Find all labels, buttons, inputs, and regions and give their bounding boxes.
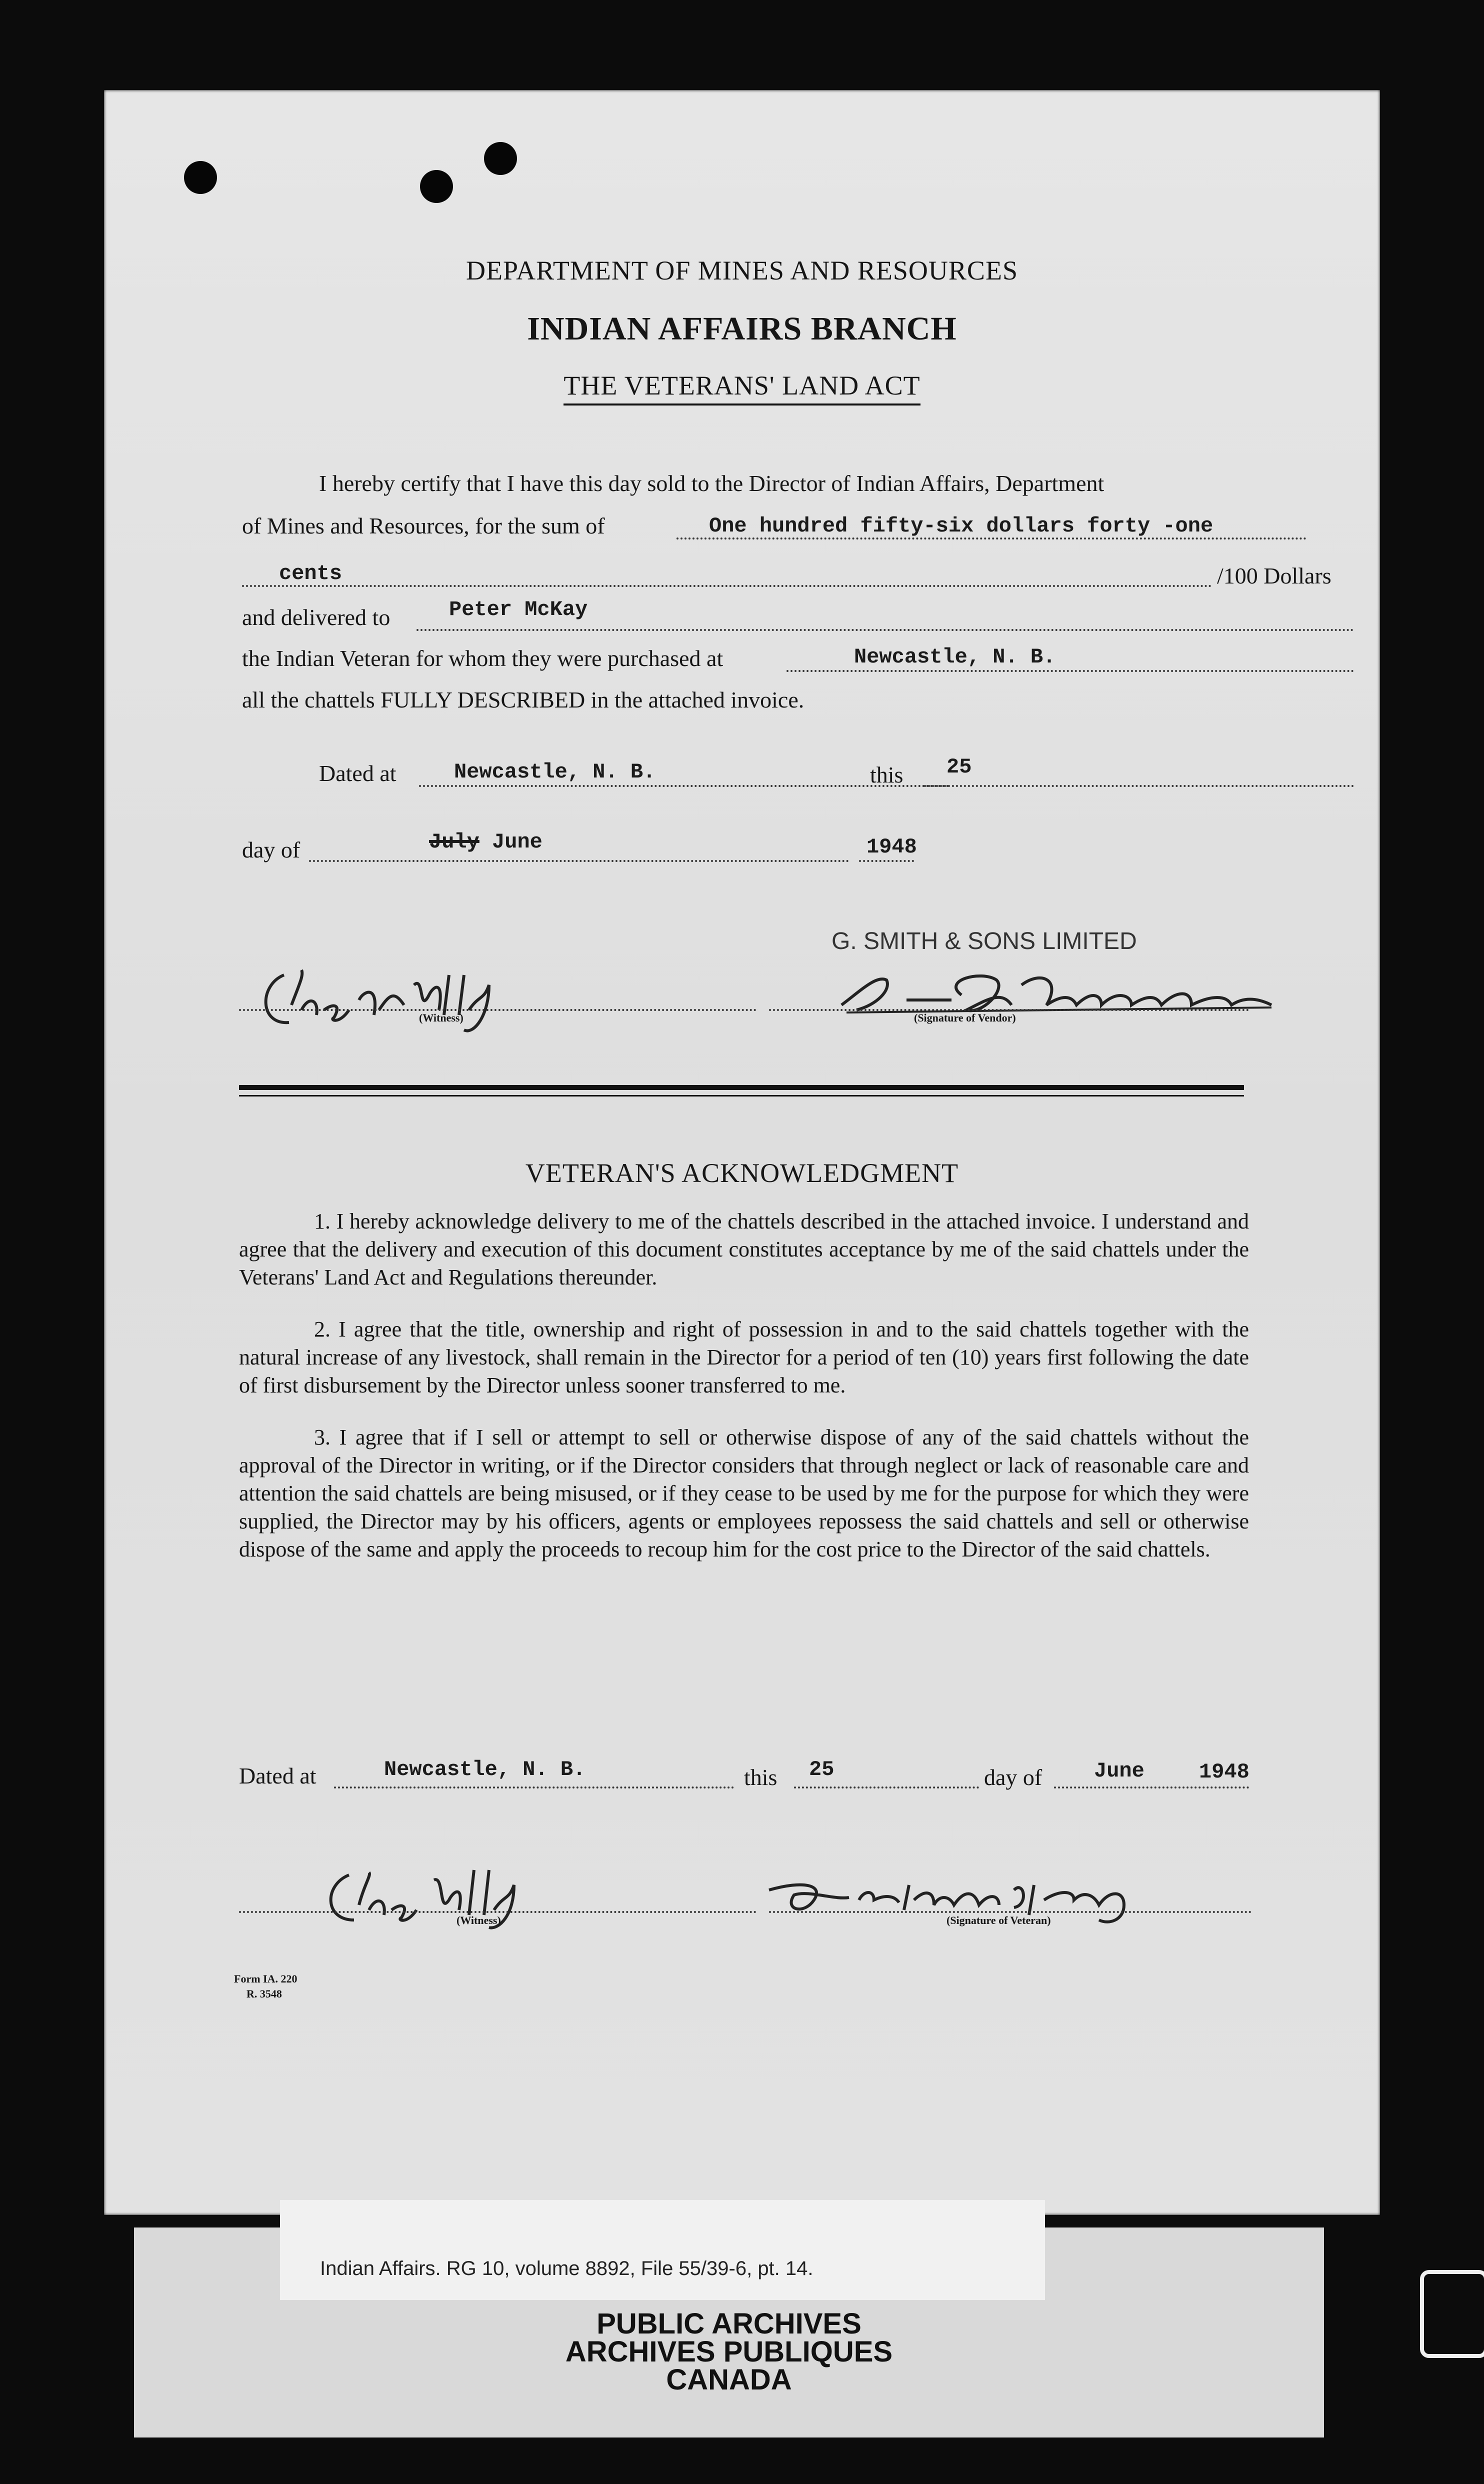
archive-stamp-line1: PUBLIC ARCHIVES [596,2308,862,2340]
branch-heading: INDIAN AFFAIRS BRANCH [527,310,957,347]
section-divider-thick [239,1085,1244,1090]
ack-dated-at-label: Dated at [239,1763,316,1788]
vendor-signature [832,960,1282,1030]
form-number: Form IA. 220 [234,1972,298,1985]
ack-year-value: 1948 [1199,1760,1250,1784]
vendor-company-stamp: G. SMITH & SONS LIMITED [832,928,1137,954]
month-line [309,860,849,862]
veteran-caption: (Signature of Veteran) [946,1914,1051,1926]
dated-at-line [419,785,949,787]
delivered-to-value: Peter McKay [449,598,588,622]
ack-month-value: June [1094,1759,1144,1783]
dated-at-label: Dated at [319,760,396,786]
sum-value-cont: cents [279,562,342,586]
act-heading-text: THE VETERANS' LAND ACT [564,370,920,406]
act-heading [104,370,1380,401]
certificate-intro: I hereby certify that I have this day sold to the Director of Indian Affairs, Department [319,470,1104,496]
archive-reference-label [280,2200,1045,2300]
ack-this-label: this [744,1764,778,1790]
year-line [859,860,914,862]
acknowledgment-paragraphs [239,1208,1249,1588]
month-value [429,830,542,854]
witness-signature [254,955,514,1040]
veteran-label: the Indian Veteran for whom they were purchased at [242,646,724,671]
film-frame-marker [1420,2270,1484,2358]
year-value: 1948 [866,835,917,859]
sum-label: of Mines and Resources, for the sum of [242,513,605,538]
day-line [924,785,1354,787]
department-heading: DEPARTMENT OF MINES AND RESOURCES [466,256,1018,286]
sum-line-cont [242,585,1212,587]
chattels-line: all the chattels FULLY DESCRIBED in the attached invoice. [242,687,804,712]
ack-dated-at-line [334,1786,734,1788]
acknowledgment-paragraph-1: 1. I hereby acknowledge delivery to me of the chattels described in the attached invoice. I understand and agree that the delivery and execution of this document constitutes acceptance by me of the said chattels under the Veterans' Land Act and Regulations thereunder. [239,1209,1249,1290]
archive-stamp-line3: CANADA [666,2364,792,2396]
vendor-line [769,1009,1249,1011]
witness-caption: (Witness) [419,1012,464,1024]
archive-stamp-line2: ARCHIVES PUBLIQUES [565,2336,893,2368]
veteran-line [769,1911,1252,1913]
month-text: June [492,830,542,854]
month-struck-value: July [429,830,480,854]
archive-stamp [134,2310,1324,2394]
day-of-label: day of [242,837,300,862]
acknowledgment-title: VETERAN'S ACKNOWLEDGMENT [525,1158,959,1188]
punch-hole [484,142,517,175]
ack-witness-caption: (Witness) [456,1914,501,1926]
purchased-at-value: Newcastle, N. B. [854,645,1056,669]
ack-day-value: 25 [809,1758,834,1782]
ack-month-line [1054,1786,1249,1788]
day-value: 25 [946,755,972,779]
witness-line [239,1009,756,1011]
punch-hole [184,161,217,194]
document-page [104,90,1380,2215]
ack-witness-line [239,1911,756,1913]
ack-witness-signature [319,1860,579,1935]
punch-hole [420,170,453,203]
ack-day-of-label: day of [984,1764,1042,1790]
ack-day-line [794,1786,979,1788]
delivered-label: and delivered to [242,604,390,630]
section-divider-thin [239,1095,1244,1096]
sum-value: One hundred fifty-six dollars forty -one [709,514,1214,538]
form-reference: R. 3548 [246,1988,282,2000]
acknowledgment-paragraph-2: 2. I agree that the title, ownership and right of possession in and to the said chattels together with the natural increase of any livestock, shall remain in the Director for a period of ten (10) years first following the date of first disbursement by the Director unless sooner transferred to me. [239,1317,1249,1398]
this-label: this [870,762,904,788]
ack-dated-at-value: Newcastle, N. B. [384,1758,586,1782]
delivered-line [416,629,1354,631]
dated-at-value: Newcastle, N. B. [454,760,656,784]
archive-reference-text: Indian Affairs. RG 10, volume 8892, File 55/39-6, pt. 14. [320,2258,814,2280]
vendor-caption: (Signature of Vendor) [914,1012,1016,1024]
acknowledgment-paragraph-3: 3. I agree that if I sell or attempt to sell or otherwise dispose of any of the said chattels without the approval of the Director in writing, or if the Director considers that through neglect or lack of reasonable care and attention the said chattels are being misused, or if they cease to be used by me for the purpose for which they were supplied, the Director may by his officers, agents or employees repossess the said chattels and sell or otherwise dispose of the same and apply the proceeds to recoup him for the cost price to the Director of the said chattels. [239,1425,1249,1562]
purchased-at-line [786,670,1354,672]
dollars-suffix: /100 Dollars [1217,563,1332,588]
